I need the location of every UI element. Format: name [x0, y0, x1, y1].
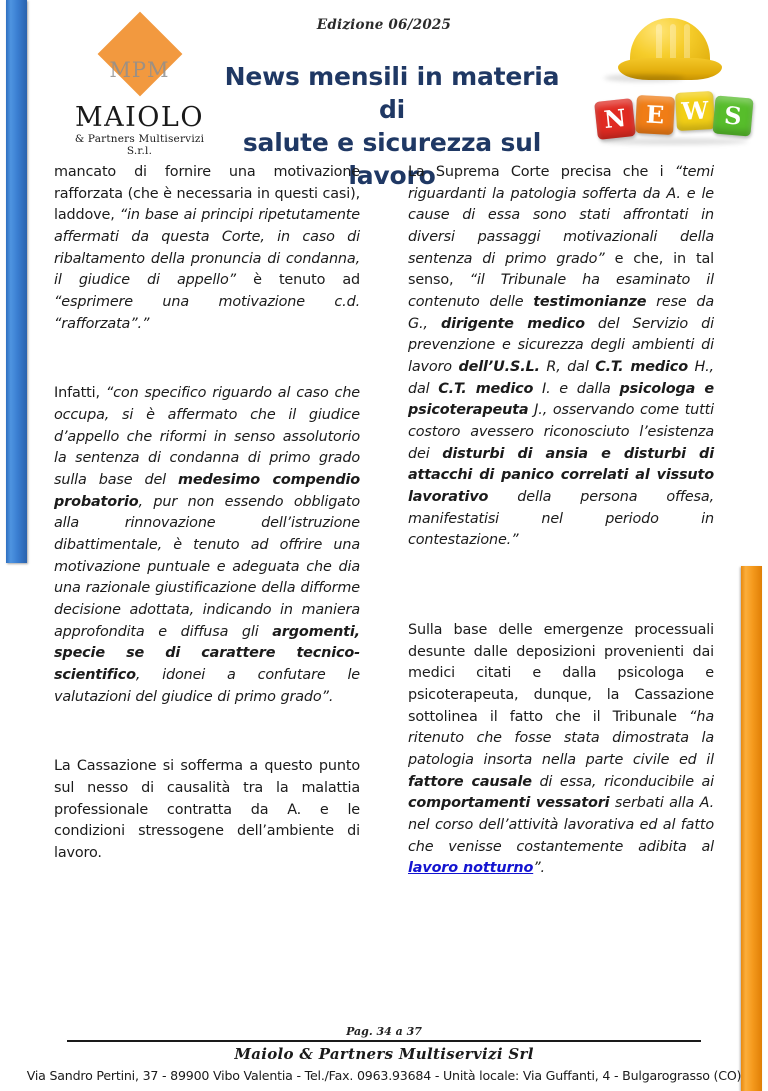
- text-run-bold-italic: dirigente medico: [440, 315, 585, 332]
- text-run-italic: , idonei a confutare le valutazioni del giudice di primo grado”.: [54, 667, 360, 705]
- text-run-italic: “ha ritenuto che fosse stata dimostrata la patologia insorta nella parte civile ed il: [408, 708, 714, 769]
- edition-label: Edizione 06/2025: [316, 17, 452, 33]
- logo-company-subtitle: & Partners Multiservizi S.r.l.: [74, 133, 205, 157]
- paragraph-left-3: [54, 756, 360, 864]
- left-column: [54, 162, 360, 880]
- text-run-italic: della persona offesa, manifestatisi nel periodo in contestazione.”: [408, 489, 714, 549]
- paragraph-right-2: [408, 620, 714, 880]
- text-run-italic: “con specifico riguardo al caso che occupa, si è affermato che il giudice d’appello che riformi in senso assolutorio la sentenza di condanna di primo grado sulla base del: [54, 385, 360, 489]
- hard-hat-icon: [618, 18, 722, 80]
- page-number: Pag. 34 a 37: [346, 1025, 422, 1038]
- paragraph-left-2: [54, 383, 360, 708]
- text-run-bold-italic: argomenti, specie se di carattere tecnico-scientifico: [54, 623, 360, 684]
- text-run-bold-italic: medesimo compendio probatorio: [54, 472, 361, 510]
- lavoro-notturno-link[interactable]: lavoro notturno: [408, 860, 534, 877]
- paragraph-spacer: [54, 736, 360, 756]
- news-block-letter: E: [635, 95, 675, 135]
- text-run-italic: di essa, riconducibile ai: [531, 773, 714, 790]
- article-columns: [0, 162, 768, 880]
- text-run-italic: serbati alla A. nel corso dell’attività lavorativa ed al fatto che venisse costantemente adibita al: [408, 795, 714, 855]
- text-run-italic: ”.: [533, 860, 545, 877]
- text-run-italic: “temi riguardanti la patologia sofferta da A. e le cause di essa sono stati affrontati in diversi passaggi motivazionali della sentenza di primo grado”: [408, 164, 714, 267]
- logo-company-name: MAIOLO: [74, 102, 204, 133]
- text-run-bold-italic: fattore causale: [408, 773, 532, 790]
- footer-divider: [67, 1040, 701, 1042]
- text-run: La Cassazione si sofferma a questo punto sul nesso di causalità tra la malattia professionale contratta da A. e le condizioni stressogene dell’ambiente di lavoro.: [54, 758, 360, 862]
- news-blocks-icon: [590, 80, 758, 146]
- logo-monogram: MPM: [109, 58, 170, 82]
- paragraph-right-1: [408, 162, 714, 552]
- text-run-italic: “il Tribunale ha esaminato il contenuto delle: [408, 272, 714, 311]
- text-run: e che, in tal senso,: [408, 250, 715, 289]
- paragraph-spacer: [54, 363, 360, 383]
- text-run-bold-italic: psicologa e psicoterapeuta: [408, 380, 714, 419]
- logo-diamond-mark: [62, 22, 217, 108]
- page-footer: [0, 1025, 768, 1083]
- company-logo: [62, 22, 217, 157]
- page-title-line1: News mensili in materia di: [224, 62, 560, 124]
- news-block-letter: W: [675, 91, 715, 131]
- text-run: è tenuto ad: [236, 272, 360, 289]
- news-block-letter: N: [594, 98, 636, 140]
- page-title-line2: salute e sicurezza sul lavoro: [242, 128, 542, 190]
- text-run-bold-italic: disturbi di ansia e disturbi di attacchi di panico correlati al vissuto lavorativo: [408, 445, 714, 506]
- news-graphic: [588, 14, 758, 159]
- text-run: Sulla base delle emergenze processuali desunte dalle deposizioni provenienti dai medici citati e dalla psicologa e psicoterapeuta, dunque, la Cassazione sottolinea il fatto che il Tribunale: [408, 622, 714, 725]
- right-column: [408, 162, 714, 880]
- text-run: Infatti,: [54, 385, 106, 402]
- text-run-bold-italic: comportamenti vessatori: [408, 795, 610, 812]
- text-run-italic: I. e dalla: [533, 380, 620, 397]
- text-run-bold-italic: dell’U.S.L.: [458, 359, 540, 376]
- text-run-italic: , pur non essendo obbligato alla rinnovazione dell’istruzione dibattimentale, è tenuto ad offrire una motivazione puntuale e adeguata che dia una razionale giustificazione della difforme decisione adottata, indicando in maniera approfondita e diffusa gli: [54, 493, 360, 640]
- text-run-bold-italic: C.T. medico: [595, 359, 688, 376]
- paragraph-left-1: [54, 162, 360, 335]
- text-run-italic: “esprimere una motivazione c.d. “rafforzata”.”: [54, 294, 360, 332]
- text-run-italic: R, dal: [539, 359, 596, 376]
- text-run-italic: rese da G.,: [408, 294, 714, 332]
- footer-company-name: Maiolo & Partners Multiservizi Srl: [234, 1045, 534, 1063]
- footer-address: Via Sandro Pertini, 37 - 89900 Vibo Valentia - Tel./Fax. 0963.93684 - Unità locale: Via Guffanti, 4 - Bulgarograsso (CO): [26, 1068, 742, 1083]
- text-run-italic: “in base ai principi ripetutamente affermati da questa Corte, in caso di ribaltamento della pronuncia di condanna, il giudice di appello”: [54, 207, 360, 289]
- orange-diamond-icon: [97, 12, 182, 97]
- text-run: La Suprema Corte precisa che i: [408, 164, 675, 180]
- text-run: mancato di fornire una motivazione rafforzata (che è necessaria in questi casi), laddove,: [54, 164, 360, 224]
- news-block-letter: S: [712, 95, 753, 136]
- text-run-bold-italic: testimonianze: [533, 294, 647, 311]
- text-run-bold-italic: C.T. medico: [438, 380, 534, 397]
- paragraph-spacer: [408, 580, 714, 600]
- text-run-italic: del Servizio di prevenzione e sicurezza degli ambienti di lavoro: [408, 315, 714, 376]
- text-run-italic: J., osservando come tutti costoro avessero riconosciuto l’esistenza dei: [408, 402, 714, 462]
- news-blocks-shadow: [600, 138, 748, 145]
- text-run-italic: H., dal: [408, 359, 714, 397]
- paragraph-spacer: [408, 600, 714, 620]
